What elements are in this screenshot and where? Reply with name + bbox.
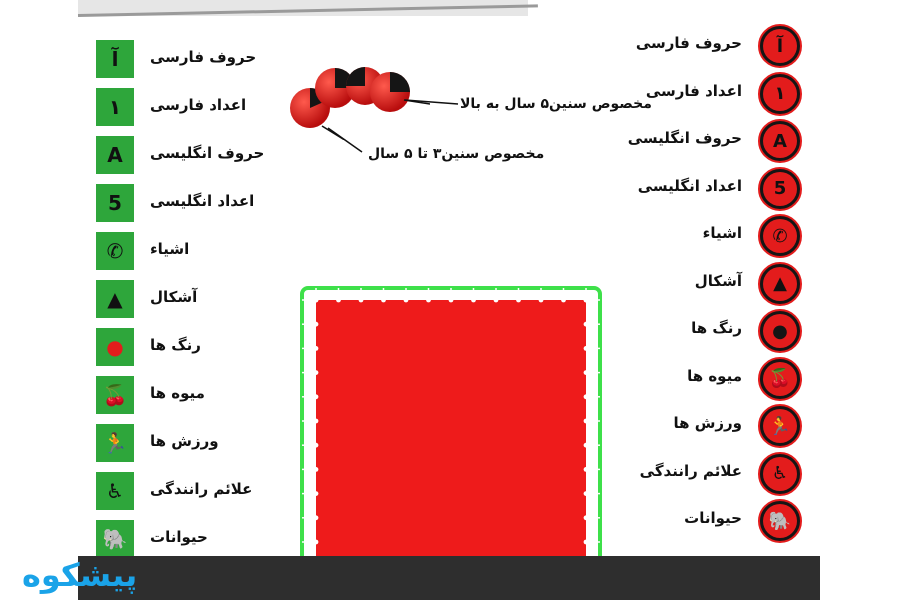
pointer-line — [404, 100, 430, 104]
sport-icon: 🏃 — [96, 424, 134, 462]
legend-label: علائم رانندگی — [639, 461, 742, 480]
icon-glyph: ● — [763, 314, 797, 348]
icon-glyph: A — [763, 124, 797, 158]
target-mat — [300, 284, 602, 600]
latin-letter-icon: A — [96, 136, 134, 174]
ball — [370, 72, 410, 112]
legend-label: حیوانات — [150, 528, 208, 546]
legend-item — [640, 309, 820, 351]
legend-label: حروف فارسی — [635, 34, 742, 52]
elephant-icon: 🐘 — [96, 520, 134, 558]
bean-bag-balls-illustration — [280, 60, 430, 140]
cherry-icon — [758, 357, 802, 401]
number-icon: ۱ — [96, 88, 134, 126]
legend-label: اعداد فارسی — [150, 96, 247, 114]
sport-icon — [758, 404, 802, 448]
legend-item — [96, 232, 190, 270]
legend-item — [96, 424, 219, 462]
legend-label: حروف انگلیسی — [627, 129, 742, 147]
legend-label: ورزش ها — [150, 432, 219, 450]
cherry-icon: 🍒 — [96, 376, 134, 414]
legend-label: ورزش ها — [673, 414, 742, 432]
legend-item — [96, 472, 253, 510]
legend-item — [640, 262, 820, 304]
legend-label: رنگ ها — [150, 336, 201, 354]
dot-icon — [758, 309, 802, 353]
legend-item — [96, 280, 198, 318]
legend-item — [96, 184, 255, 222]
icon-glyph: 5 — [763, 172, 797, 206]
legend-label: حروف فارسی — [150, 48, 257, 66]
icon-glyph: 🐘 — [763, 504, 797, 538]
legend-item — [640, 357, 820, 399]
page-edge — [0, 0, 78, 600]
legend-label: اشیاء — [702, 224, 742, 242]
legend-label: آشکال — [150, 288, 198, 306]
legend-label: حروف انگلیسی — [150, 144, 265, 162]
legend-item — [640, 72, 820, 114]
legend-item — [640, 214, 820, 256]
legend-item — [640, 499, 820, 541]
top-banner-strip — [78, 0, 528, 16]
legend-item — [96, 40, 257, 78]
icon-glyph: ۱ — [763, 77, 797, 111]
triangle-icon — [758, 262, 802, 306]
legend-item — [96, 376, 205, 414]
dot-icon: ● — [96, 328, 134, 366]
legend-item — [640, 404, 820, 446]
note-over-5: مخصوص سنین۵ سال به بالا — [460, 96, 652, 112]
legend-item — [640, 452, 820, 494]
latin-number-icon: 5 — [96, 184, 134, 222]
icon-glyph: ✆ — [763, 219, 797, 253]
latin-letter-icon — [758, 119, 802, 163]
phone-icon — [758, 214, 802, 258]
legend-item — [96, 328, 201, 366]
number-icon — [758, 72, 802, 116]
legend-label: رنگ ها — [691, 319, 742, 337]
legend-label: میوه ها — [150, 384, 205, 402]
legend-label: علائم رانندگی — [150, 480, 253, 498]
icon-glyph: ♿ — [763, 457, 797, 491]
legend-item — [96, 136, 265, 174]
latin-number-icon — [758, 167, 802, 211]
legend-item — [96, 520, 208, 558]
legend-label: اعداد انگلیسی — [150, 192, 255, 210]
legend-item — [637, 167, 820, 209]
icon-glyph: ▲ — [763, 267, 797, 301]
legend-label: میوه ها — [687, 366, 742, 385]
letter-icon: آ — [96, 40, 134, 78]
note-3-to-5: مخصوص سنین۳ تا ۵ سال — [368, 146, 545, 162]
legend-label: حیوانات — [684, 509, 742, 527]
letter-icon — [758, 24, 802, 68]
wheelchair-icon — [758, 452, 802, 496]
legend-item — [96, 88, 247, 126]
elephant-icon — [758, 499, 802, 543]
legend-item — [635, 24, 820, 66]
footer-bar — [78, 556, 820, 600]
legend-label: آشکال — [694, 271, 742, 290]
brand-logo: پیشکوه — [22, 556, 138, 594]
wheelchair-icon: ♿ — [96, 472, 134, 510]
legend-label: اشیاء — [150, 240, 190, 258]
phone-icon: ✆ — [96, 232, 134, 270]
icon-glyph: 🍒 — [763, 362, 797, 396]
legend-item — [627, 119, 820, 161]
pointer-line — [322, 126, 364, 140]
icon-glyph: 🏃 — [763, 409, 797, 443]
triangle-icon: ▲ — [96, 280, 134, 318]
icon-glyph: آ — [763, 29, 797, 63]
legend-label: اعداد فارسی — [645, 81, 742, 100]
legend-label: اعداد انگلیسی — [637, 176, 742, 195]
